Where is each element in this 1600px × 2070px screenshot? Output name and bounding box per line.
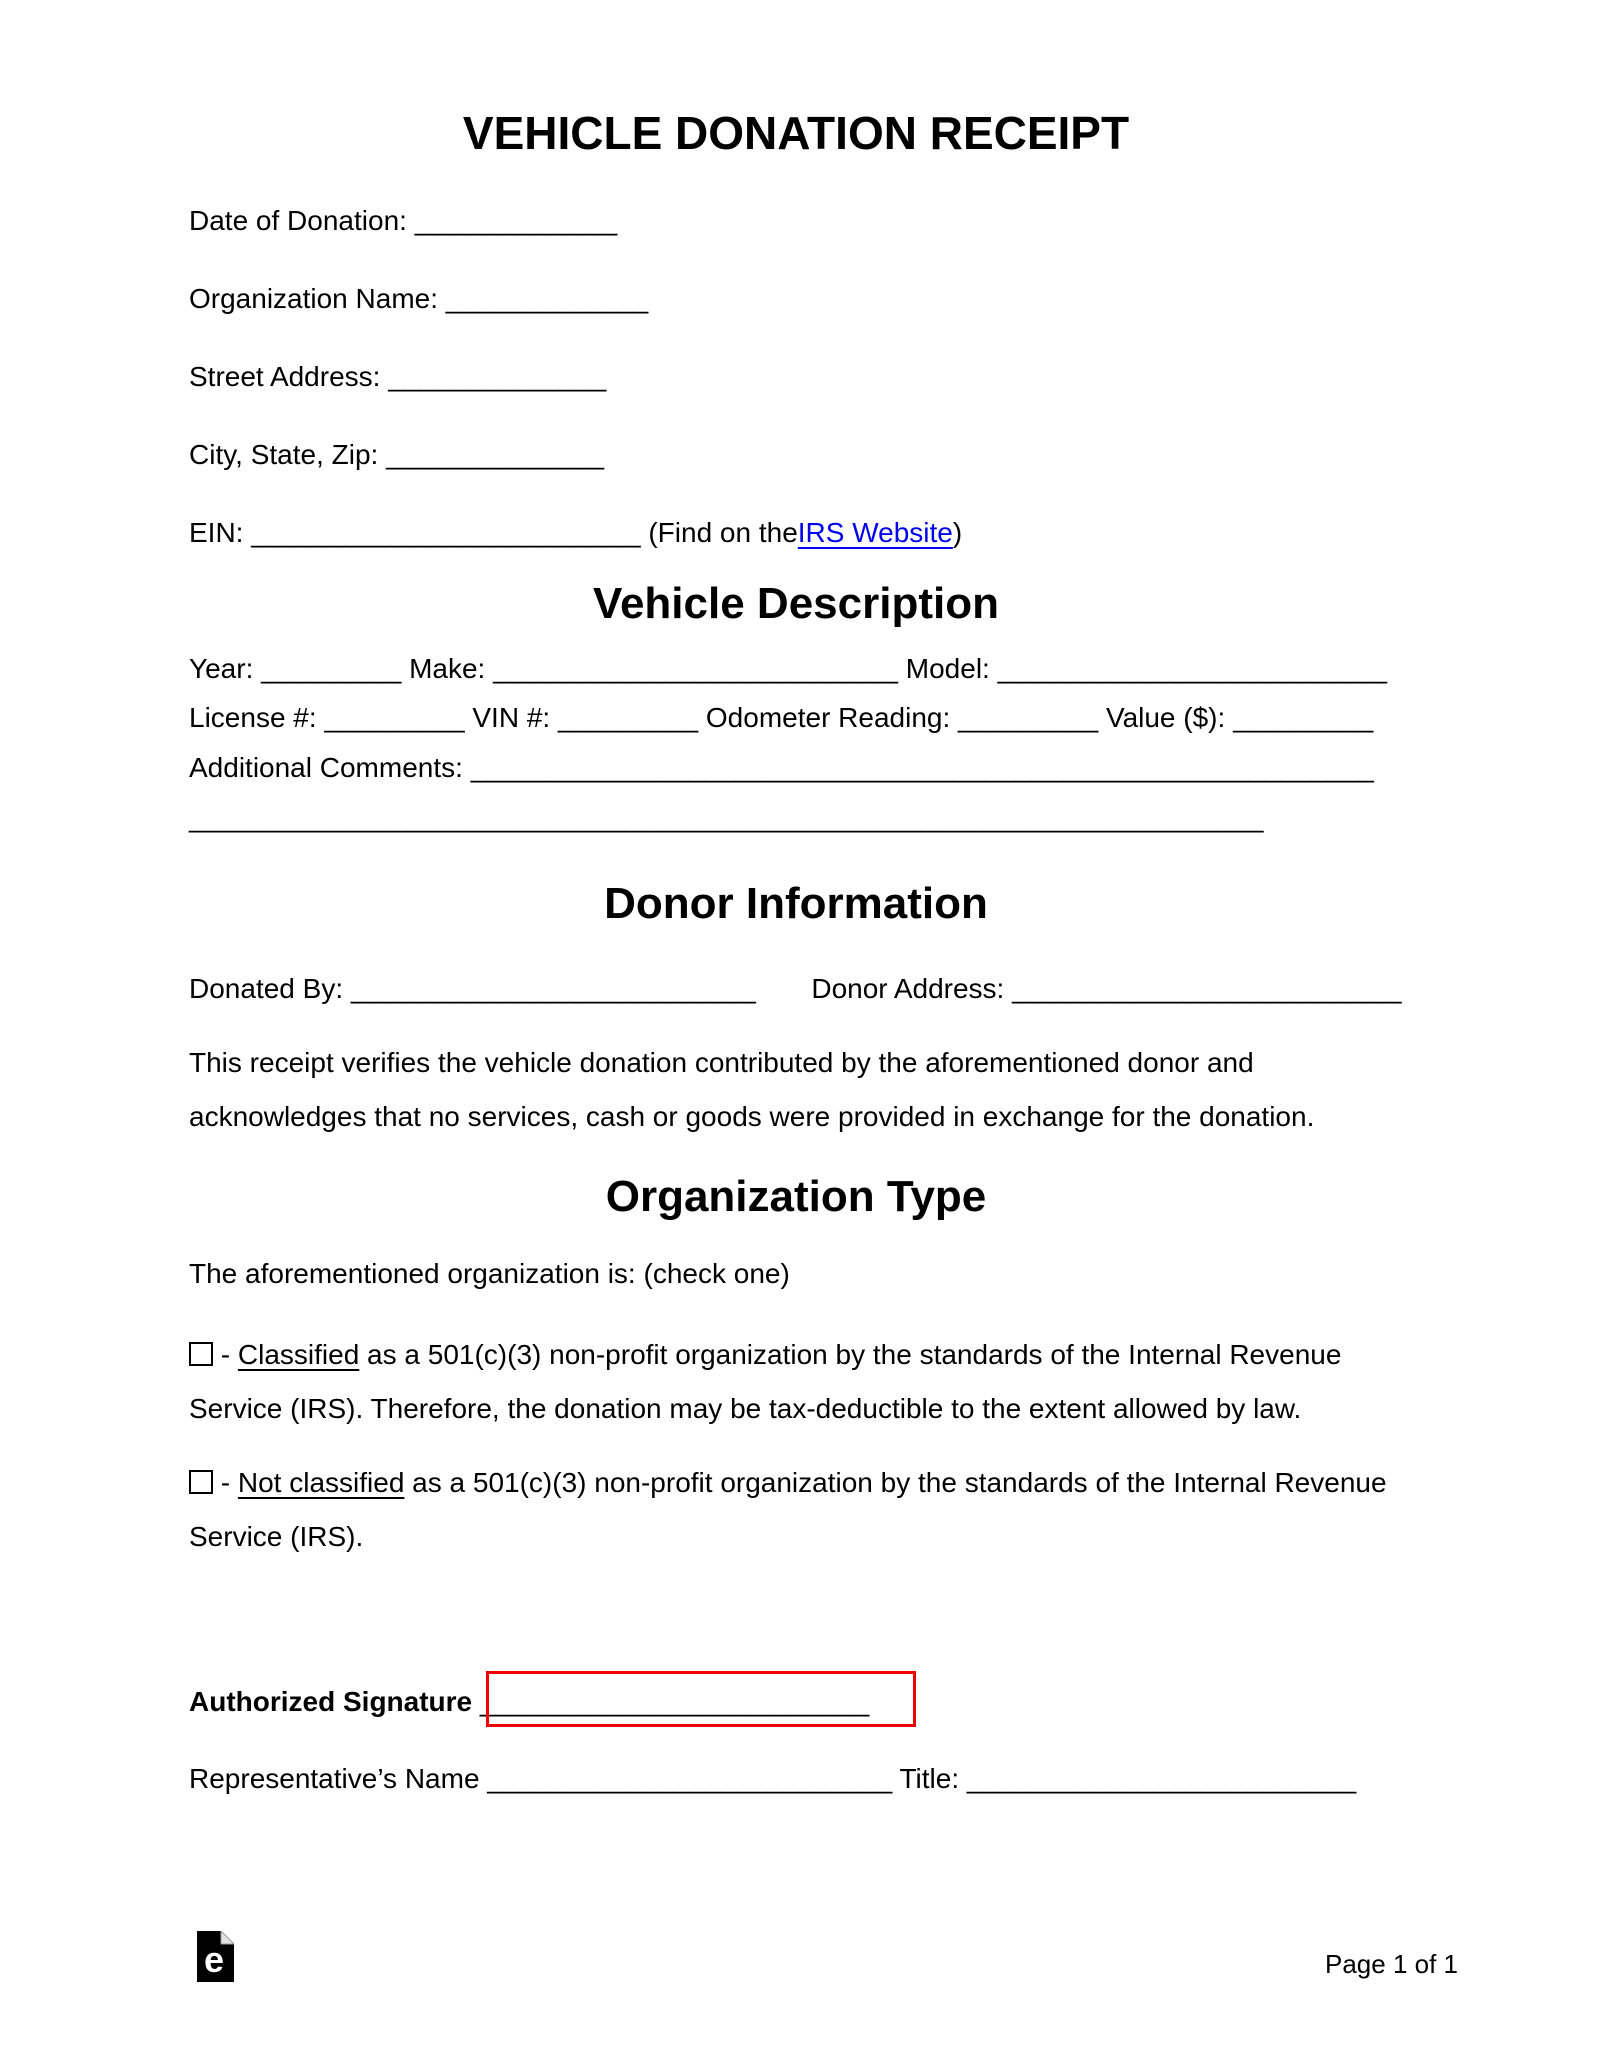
receipt-statement: This receipt verifies the vehicle donation contributed by the aforementioned donor and acknowledges that no services, cash or goods were provided in exchange for the donation. [189,1047,1315,1132]
value-blank[interactable]: _________ [1233,702,1374,733]
vin-label: VIN #: [472,702,551,733]
not-classified-checkbox[interactable] [189,1470,213,1494]
street-address-blank[interactable]: ______________ [388,361,607,392]
not-classified-underlined-label: Not classified [237,1467,405,1498]
model-blank[interactable]: _________________________ [997,653,1387,684]
make-blank[interactable]: __________________________ [493,653,898,684]
license-label: License #: [189,702,317,733]
make-label: Make: [409,653,486,684]
authorized-signature-label: Authorized Signature [189,1686,473,1717]
check-one-instruction: The aforementioned organization is: (check one) [189,1258,790,1289]
additional-comments-label: Additional Comments: [189,752,463,783]
signature-field-box[interactable] [486,1671,916,1727]
classified-dash: - [213,1339,238,1370]
field-ein [189,515,1403,551]
vin-blank[interactable]: _________ [557,702,699,733]
ein-note-prefix: (Find on the [648,517,798,548]
model-label: Model: [905,653,990,684]
classified-text: as a 501(c)(3) non-profit organization by the standards of the Internal Revenue Service (IRS). Therefore, the donation may be tax-deductible to the extent allowed by law. [189,1339,1342,1424]
not-classified-text: as a 501(c)(3) non-profit organization by the standards of the Internal Revenue Service (IRS). [189,1467,1387,1552]
representative-name-label: Representative’s Name [189,1763,480,1794]
donated-by-blank[interactable]: __________________________ [350,973,756,1004]
donor-line [189,971,1403,1007]
title-blank[interactable]: _________________________ [966,1763,1357,1794]
ein-note-suffix: ) [952,517,963,548]
value-label: Value ($): [1105,702,1226,733]
vehicle-line-2 [189,700,1403,736]
date-of-donation-label: Date of Donation: [189,205,407,236]
field-organization-name [189,281,1403,317]
date-of-donation-blank[interactable]: _____________ [414,205,618,236]
donor-information-heading: Donor Information [604,879,988,928]
organization-type-heading: Organization Type [605,1172,987,1221]
organization-name-blank[interactable]: _____________ [445,283,649,314]
irs-website-link[interactable]: IRS Website [797,517,953,548]
donor-address-blank[interactable]: _________________________ [1012,973,1402,1004]
donated-by-label: Donated By: [189,973,344,1004]
representative-line [189,1761,1403,1797]
vehicle-line-1 [189,651,1403,687]
page-title: VEHICLE DONATION RECEIPT [462,107,1130,159]
donor-address-label: Donor Address: [811,973,1005,1004]
option-not-classified [189,1456,1403,1564]
option-classified [189,1328,1403,1436]
odometer-blank[interactable]: _________ [958,702,1099,733]
classified-underlined-label: Classified [237,1339,360,1370]
organization-name-label: Organization Name: [189,283,439,314]
document-icon [197,1931,234,1982]
eforms-logo [197,1931,234,1989]
license-blank[interactable]: _________ [324,702,465,733]
not-classified-dash: - [213,1467,238,1498]
field-street-address [189,359,1403,395]
city-state-zip-blank[interactable]: ______________ [386,439,605,470]
ein-label: EIN: [189,517,244,548]
ein-blank[interactable]: _________________________ [251,517,641,548]
field-date-of-donation [189,203,1403,239]
page-number: Page 1 of 1 [1325,1949,1458,1979]
additional-comments-blank[interactable]: __________________________________________________________ [470,752,1374,783]
year-blank[interactable]: _________ [261,653,402,684]
authorized-signature-blank[interactable]: _________________________ [479,1686,870,1717]
additional-comments-line [189,750,1403,786]
classified-checkbox[interactable] [189,1342,213,1366]
page-content [189,0,1403,2070]
additional-comments-line-2 [189,800,1403,836]
city-state-zip-label: City, State, Zip: [189,439,379,470]
logo-letter: e [203,1939,225,1980]
odometer-label: Odometer Reading: [705,702,951,733]
field-city-state-zip [189,437,1403,473]
vehicle-description-heading: Vehicle Description [593,579,999,628]
additional-comments-blank-2[interactable]: _____________________________________________________________________ [189,802,1264,833]
street-address-label: Street Address: [189,361,381,392]
representative-name-blank[interactable]: __________________________ [487,1763,893,1794]
title-label: Title: [899,1763,960,1794]
year-label: Year: [189,653,254,684]
